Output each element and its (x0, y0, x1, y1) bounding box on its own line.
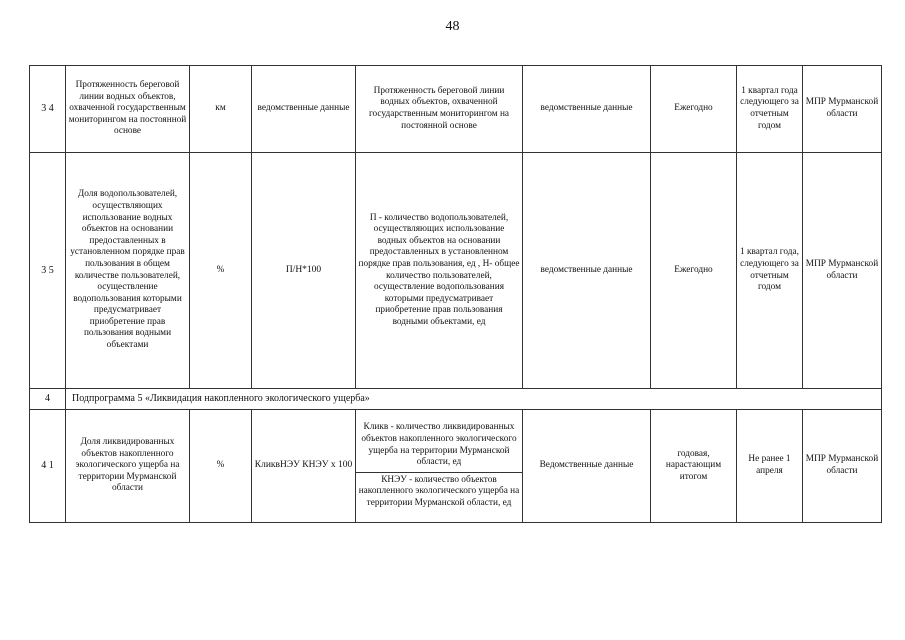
table-row (30, 66, 882, 153)
indicators-table (29, 65, 882, 523)
frequency: Ежегодно (651, 153, 737, 389)
deadline: 1 квартал года, следующего за отчетным годом (737, 153, 803, 389)
unit: % (190, 410, 252, 523)
responsible: МПР Мурманской области (803, 153, 882, 389)
data-source: ведомственные данные (523, 66, 651, 153)
unit: км (190, 66, 252, 153)
deadline: Не ранее 1 апреля (737, 410, 803, 523)
formula: П/Н*100 (252, 153, 356, 389)
data-source: Ведомственные данные (523, 410, 651, 523)
row-number: 4 (30, 389, 66, 410)
formula: ведомственные данные (252, 66, 356, 153)
indicator-name: Доля водопользователей, осуществляющих использование водных объектов на основании предоставленных в установленном порядке прав пользования в общем количестве пользователей, осуществление водопользования которыми предусматривает приобретение прав пользования водными объектами (66, 153, 190, 389)
description-total: КНЭУ - количество объектов накопленного экологического ущерба на территории Мурманской области, ед (358, 474, 520, 508)
frequency: годовая, нарастающим итогом (651, 410, 737, 523)
table-row (30, 410, 882, 523)
responsible: МПР Мурманской области (803, 410, 882, 523)
description: П - количество водопользователей, осуществляющих использование водных объектов на основании предоставленных в установленном порядке прав пользования, ед , Н- общее количество пользователей, осуществление водопользования которыми предусматривает приобретение прав пользования водными объектами, ед (356, 153, 523, 389)
table-row (30, 389, 882, 410)
description (356, 410, 523, 523)
description-liquidated: Кликв - количество ликвидированных объектов накопленного экологического ущерба на территории Мурманской области, ед (356, 422, 522, 472)
row-number: 3 4 (30, 66, 66, 153)
subprogram-title: Подпрограмма 5 «Ликвидация накопленного экологического ущерба» (66, 389, 882, 410)
row-number: 3 5 (30, 153, 66, 389)
table-row (30, 153, 882, 389)
data-source: ведомственные данные (523, 153, 651, 389)
formula: КликвНЭУ КНЭУ х 100 (252, 410, 356, 523)
responsible: МПР Мурманской области (803, 66, 882, 153)
indicator-name: Протяженность береговой линии водных объектов, охваченной государственным мониторингом на постоянной основе (66, 66, 190, 153)
frequency: Ежегодно (651, 66, 737, 153)
deadline: 1 квартал года следующего за отчетным годом (737, 66, 803, 153)
unit: % (190, 153, 252, 389)
description: Протяженность береговой линии водных объектов, охваченной государственным мониторингом на постоянной основе (356, 66, 523, 153)
indicator-name: Доля ликвидированных объектов накопленного экологического ущерба на территории Мурманской области (66, 410, 190, 523)
row-number: 4 1 (30, 410, 66, 523)
page-number: 48 (445, 19, 460, 34)
